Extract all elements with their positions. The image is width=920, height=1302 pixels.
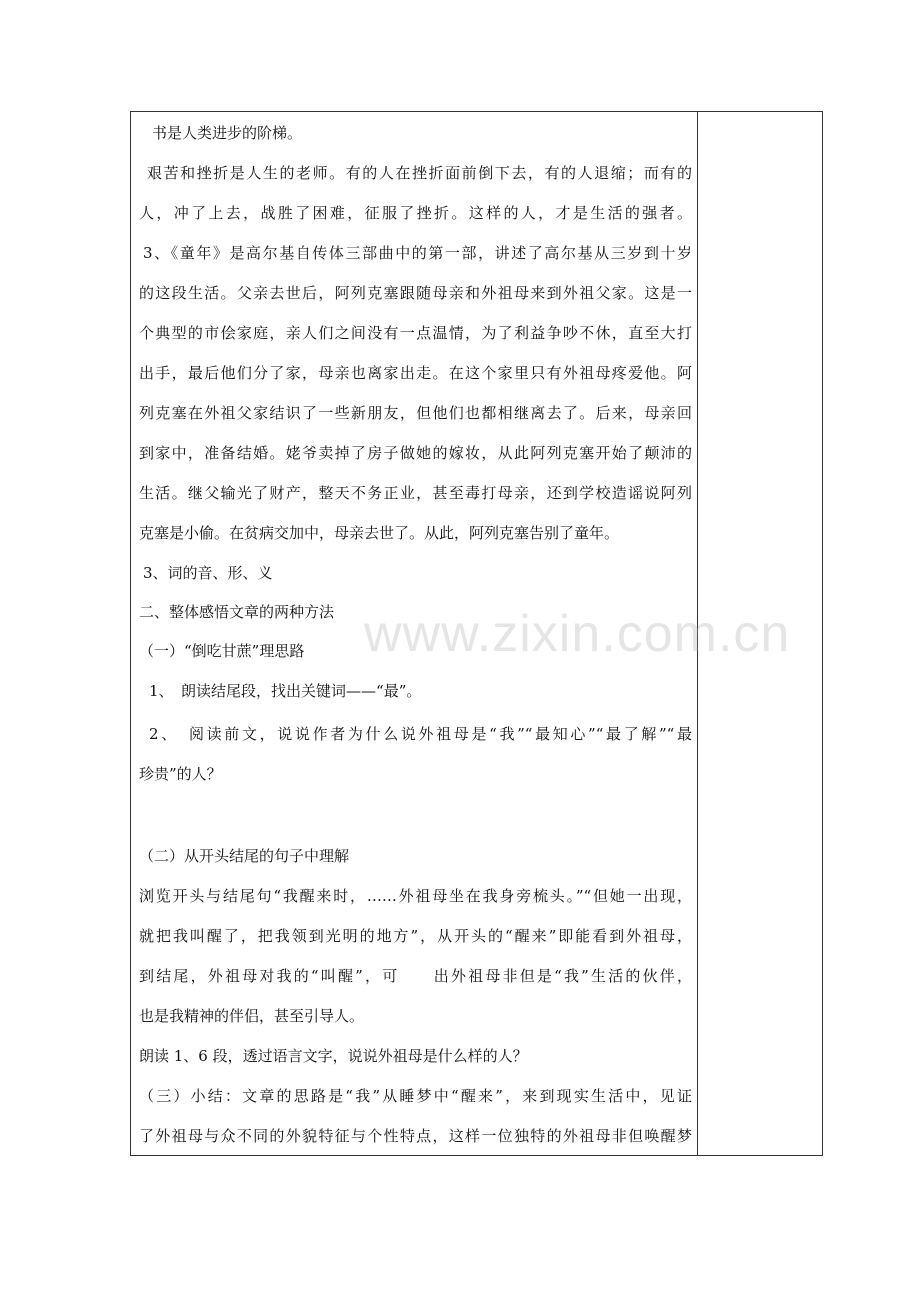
text-line: 书是人类进步的阶梯。 [152, 124, 303, 142]
text-line: 克塞是小偷。在贫病交加中，母亲去世了。从此，阿列克塞告别了童年。 [139, 524, 620, 542]
text-line: 的这段生活。父亲去世后，阿列克塞跟随母亲和外祖母来到外祖父家。这是一 [139, 284, 692, 302]
text-line: 浏览开头与结尾句“我醒来时，……外祖母坐在我身旁梳头。”“但她一出现， [139, 887, 692, 905]
subsection-heading: （二）从开头结尾的句子中理解 [139, 847, 350, 865]
text-line: 朗读 1、6 段，透过语言文字，说说外祖母是什么样的人？ [139, 1047, 528, 1065]
text-line: 也是我精神的伴侣，甚至引导人。 [139, 1007, 365, 1025]
text-line: 个典型的市侩家庭，亲人们之间没有一点温情，为了利益争吵不休，直至大打 [139, 324, 692, 342]
text-line: 1、 朗读结尾段，找出关键词——“最”。 [149, 682, 422, 700]
text-line: 人，冲了上去，战胜了困难，征服了挫折。这样的人，才是生活的强者。 [139, 204, 692, 222]
text-line: 出手，最后他们分了家，母亲也离家出走。在这个家里只有外祖母疼爱他。阿 [139, 364, 692, 382]
text-line: 到结尾，外祖母对我的“叫醒”，可 出外祖母非但是“我”生活的伙伴， [139, 967, 692, 985]
text-line: 到家中，准备结婚。姥爷卖掉了房子做她的嫁妆，从此阿列克塞开始了颠沛的 [139, 444, 692, 462]
text-line: 艰苦和挫折是人生的老师。有的人在挫折面前倒下去，有的人退缩；而有的 [147, 164, 692, 182]
text-line: 2、 阅读前文，说说作者为什么说外祖母是“我”“最知心”“最了解”“最 [149, 725, 692, 743]
section-heading: 二、整体感悟文章的两种方法 [139, 603, 335, 621]
text-line: 生活。继父输光了财产，整天不务正业，甚至毒打母亲，还到学校造谣说阿列 [139, 484, 692, 502]
text-line: 列克塞在外祖父家结识了一些新朋友，但他们也都相继离去了。后来，母亲回 [139, 404, 692, 422]
text-line: 珍贵”的人？ [139, 765, 222, 783]
text-line: （三）小结：文章的思路是“我”从睡梦中“醒来”，来到现实生活中，见证 [139, 1087, 692, 1105]
text-line: 就把我叫醒了，把我领到光明的地方”，从开头的“醒来”即能看到外祖母， [139, 927, 692, 945]
subsection-heading: （一）“倒吃甘蔗”理思路 [139, 642, 305, 660]
watermark: www.zixin.com.cn [364, 605, 791, 663]
text-line: 了外祖母与众不同的外貌特征与个性特点，这样一位独特的外祖母非但唤醒梦 [139, 1127, 692, 1145]
text-line: 3、词的音、形、义 [143, 564, 273, 582]
text-line: 3、《童年》是高尔基自传体三部曲中的第一部，讲述了高尔基从三岁到十岁 [143, 244, 692, 262]
